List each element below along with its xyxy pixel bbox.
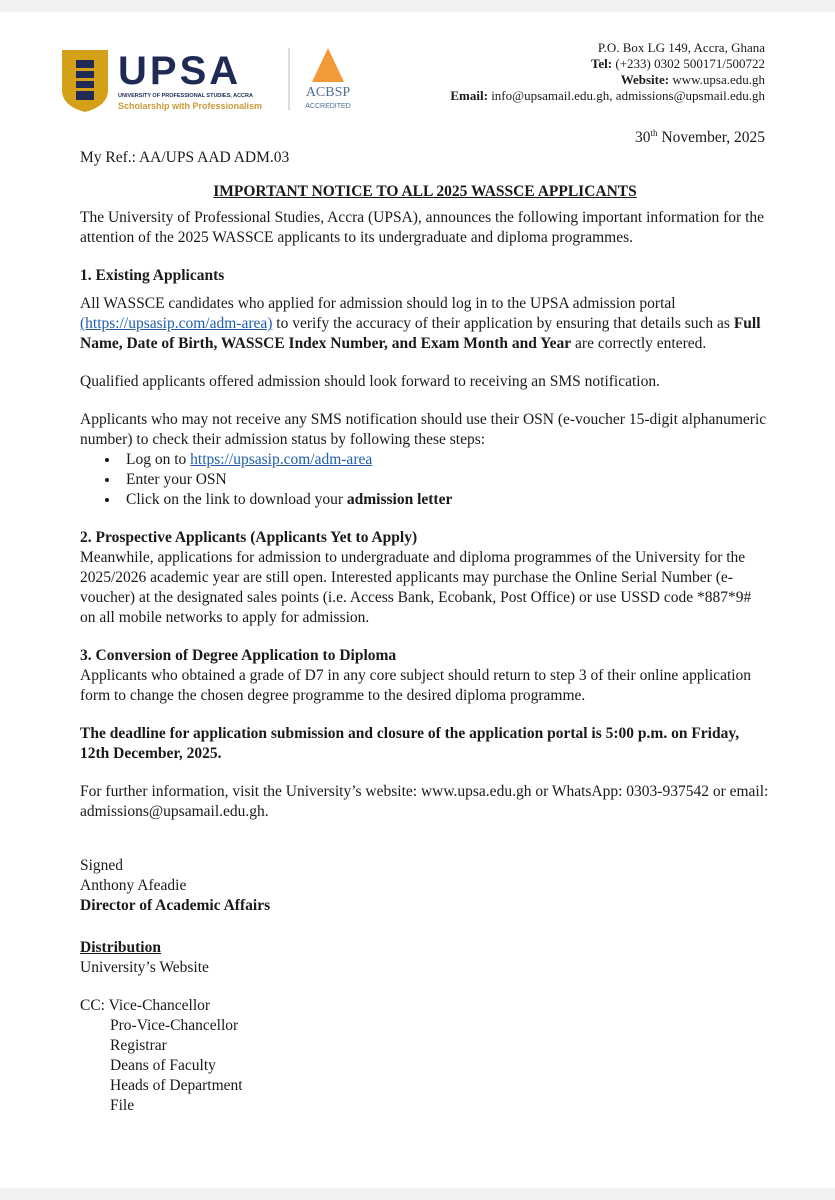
distribution-heading: Distribution [80,939,161,956]
further-info: For further information, visit the University’s website: www.upsa.edu.gh or WhatsApp: 0303-937542 or email: admissions@upsamail.edu.gh. [80,783,769,820]
email: Email: info@upsamail.edu.gh, admissions@upsmail.edu.gh [450,88,765,103]
cc-item: CC: Vice-Chancellor [80,997,211,1014]
document-page [0,12,835,1188]
cc-item: Registrar [110,1037,167,1054]
cc-item: Pro-Vice-Chancellor [110,1017,239,1034]
notice-title: IMPORTANT NOTICE TO ALL 2025 WASSCE APPLICANTS [213,183,637,200]
section-1-paragraph: All WASSCE candidates who applied for admission should log in to the UPSA admission portal (https://upsasip.com/adm-area) to verify the accuracy of their application by ensuring that details such as Full Name, Date of Birth, WASSCE Index Number, and Exam Month and Year are correctly entered. [80,295,761,352]
signed-label: Signed [80,857,124,874]
deadline-notice: The deadline for application submission and closure of the application portal is 5:00 p.m. on Friday, 12th December, 2025. [80,725,740,762]
section-1-heading: 1. Existing Applicants [80,267,225,284]
intro-paragraph: The University of Professional Studies, Accra (UPSA), announces the following important information for the attention of the 2025 WASSCE applicants to its undergraduate and diploma programmes. [80,209,765,246]
list-item: • Log on to https://upsasip.com/adm-area [120,450,770,470]
osn-paragraph: Applicants who may not receive any SMS notification should use their OSN (e-voucher 15-digit alphanumeric number) to check their admission status by following these steps: [80,411,767,448]
list-item: • Click on the link to download your admission letter [120,490,770,510]
cc-item: File [110,1097,135,1114]
sms-paragraph: Qualified applicants offered admission should look forward to receiving an SMS notification. [80,373,660,390]
portal-link[interactable]: (https://upsasip.com/adm-area) [80,315,273,332]
svg-text:ACCREDITED: ACCREDITED [305,103,351,110]
svg-text:UNIVERSITY OF PROFESSIONAL STU: UNIVERSITY OF PROFESSIONAL STUDIES, ACCRA [118,93,253,99]
upsa-logo [60,40,370,115]
section-3-paragraph: Applicants who obtained a grade of D7 in any core subject should return to step 3 of their online application form to change the chosen degree programme to the desired diploma programme. [80,667,752,704]
letter-date: 30th November, 2025 [635,128,765,147]
website: Website: www.upsa.edu.gh [620,72,765,87]
reference: My Ref.: AA/UPS AAD ADM.03 [80,149,290,166]
cc-item: Deans of Faculty [110,1057,216,1074]
cc-item: Heads of Department [110,1077,243,1094]
letter-body [80,148,770,1116]
list-item: • Enter your OSN [120,470,770,490]
svg-text:Scholarship with Professionali: Scholarship with Professionalism [118,101,263,111]
section-2-paragraph: Meanwhile, applications for admission to undergraduate and diploma programmes of the University for the 2025/2026 academic year are still open. Interested applicants may purchase the Online Serial Number (e-voucher) at the designated sales points (i.e. Access Bank, Ecobank, Post Office) or use USSD code *887*9# on all mobile networks to apply for admission. [80,549,752,626]
distribution-item: University’s Website [80,959,209,976]
signatory-name: Anthony Afeadie [80,877,187,894]
steps-list [80,450,770,510]
section-3-heading: 3. Conversion of Degree Application to Diploma [80,647,397,664]
contact-block [450,40,765,104]
section-2-heading: 2. Prospective Applicants (Applicants Yet to Apply) [80,529,418,546]
svg-text:ACBSP: ACBSP [305,85,351,100]
svg-text:UPSA: UPSA [118,49,242,93]
telephone: Tel: (+233) 0302 500171/500722 [590,56,765,71]
address: P.O. Box LG 149, Accra, Ghana [597,40,765,55]
signatory-title: Director of Academic Affairs [80,897,271,914]
adm-area-link[interactable]: https://upsasip.com/adm-area [190,451,373,468]
